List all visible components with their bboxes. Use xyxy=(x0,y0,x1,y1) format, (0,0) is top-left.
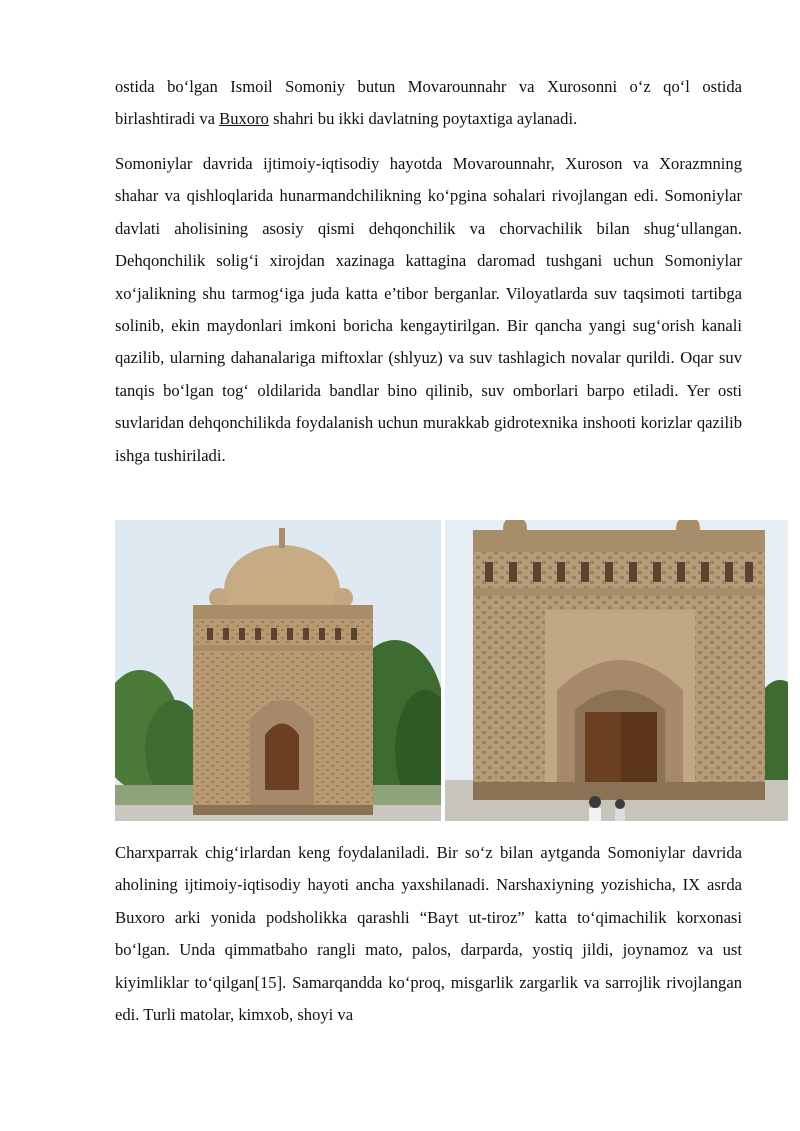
mausoleum-photo-right xyxy=(445,520,788,821)
mausoleum-photo-left xyxy=(115,520,441,821)
paragraph-1-text-start: ostida bo‘lgan Ismoil Somoniy butun Movarounnahr va Xurosonni o‘z qo‘l ostida birlashtiradi va xyxy=(115,77,742,129)
mausoleum-dome-image xyxy=(115,520,441,821)
mausoleum-facade-image xyxy=(445,520,788,821)
paragraph-2: Somoniylar davrida ijtimoiy-iqtisodiy hayotda Movarounnahr, Xuroson va Xorazmning shahar va qishloqlarida hunarmandchilikning ko‘pgina sohalari rivojlangan edi. Somoniylar davlati aholisining asosiy qismi dehqonchilik va chorvachilik bilan shug‘ullangan. Dehqonchilik solig‘i xirojdan xazinaga kattagina daromad tushgani uchun Somoniylar xo‘jalikning shu tarmog‘iga juda katta e’tibor berganlar. Viloyatlarda suv taqsimoti tartibga solinib, ekin maydonlari imkoni boricha kengaytirilgan. Bir qancha yangi sug‘orish kanali qazilib, ularning dahanalariga miftoxlar (shlyuz) va suv tashlagich novalar qurildi. Oqar suv tanqis bo‘lgan tog‘ oldilarida bandlar bino qilinib, suv omborlari barpo etiladi. Yer osti suvlaridan dehqonchilikda foydalanish uchun murakkab gidrotexnika inshooti korizlar qazilib ishga tushiriladi. xyxy=(115,154,742,465)
paragraph-3: Charxparrak chig‘irlardan keng foydalaniladi. Bir so‘z bilan aytganda Somoniylar davrida aholining ijtimoiy-iqtisodiy hayoti ancha yaxshilanadi. Narshaxiyning yozishicha, IX asrda Buxoro arki yonida podsholikka qarashli “Bayt ut-tiroz” katta to‘qimachilik korxonasi bo‘lgan. Unda qimmatbaho rangli mato, palos, darparda, yostiq jildi, joynamoz va ust kiyimliklar to‘qilgan[15]. Samarqandda ko‘proq, misgarlik zargarlik va sarrojlik rivojlangan edi. Turli matolar, kimxob, shoyi va xyxy=(115,843,742,1025)
buxoro-link[interactable]: Buxoro xyxy=(219,109,269,129)
paragraph-1-text-end: shahri bu ikki davlatning poytaxtiga aylanadi. xyxy=(268,109,578,129)
paragraph-1 xyxy=(115,71,742,136)
